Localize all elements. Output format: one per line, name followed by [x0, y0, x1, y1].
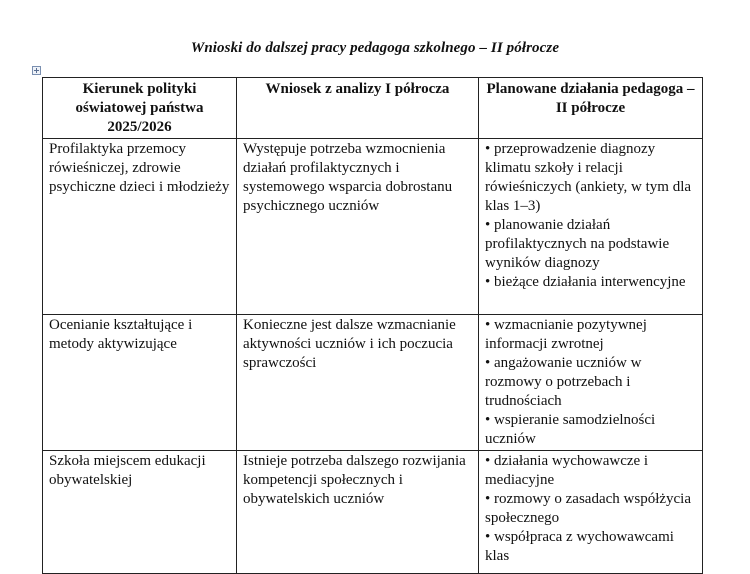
table-header-row — [43, 78, 703, 139]
cell-policy-direction: Profilaktyka przemocy rówieśniczej, zdrowie psychiczne dzieci i młodzieży — [43, 139, 237, 315]
header-policy-direction: Kierunek polityki oświatowej państwa 2025/2026 — [43, 78, 237, 139]
action-item: • angażowanie uczniów w rozmowy o potrzebach i trudnościach — [485, 355, 642, 409]
action-item: • rozmowy o zasadach współżycia społecznego — [485, 491, 692, 526]
action-item: • przeprowadzenie diagnozy klimatu szkoły i relacji rówieśniczych (ankiety, w tym dla klas 1–3) — [485, 141, 692, 214]
cell-conclusion: Konieczne jest dalsze wzmacnianie aktywności uczniów i ich poczucia sprawczości — [237, 315, 479, 451]
document-title: Wnioski do dalszej pracy pedagoga szkolnego – II półrocze — [190, 40, 560, 56]
table-row — [43, 315, 703, 451]
table-row — [43, 139, 703, 315]
action-item: • działania wychowawcze i mediacyjne — [485, 453, 649, 488]
header-planned-actions: Planowane działania pedagoga – II półrocze — [479, 78, 703, 139]
cell-policy-direction: Ocenianie kształtujące i metody aktywizujące — [43, 315, 237, 451]
table-row — [43, 451, 703, 574]
action-item: • bieżące działania interwencyjne — [485, 274, 686, 290]
cell-planned-actions — [479, 139, 703, 315]
cell-planned-actions — [479, 451, 703, 574]
cell-planned-actions — [479, 315, 703, 451]
plan-table — [42, 77, 703, 574]
action-item: • wzmacnianie pozytywnej informacji zwrotnej — [485, 317, 647, 352]
table-move-handle-icon[interactable] — [32, 66, 41, 75]
cell-policy-direction: Szkoła miejscem edukacji obywatelskiej — [43, 451, 237, 574]
cell-conclusion: Występuje potrzeba wzmocnienia działań profilaktycznych i systemowego wsparcia dobrostanu psychicznego uczniów — [237, 139, 479, 315]
header-conclusion: Wniosek z analizy I półrocza — [237, 78, 479, 139]
cell-conclusion: Istnieje potrzeba dalszego rozwijania kompetencji społecznych i obywatelskich uczniów — [237, 451, 479, 574]
action-item: • wspieranie samodzielności uczniów — [485, 412, 656, 447]
action-item: • współpraca z wychowawcami klas — [485, 529, 674, 564]
action-item: • planowanie działań profilaktycznych na podstawie wyników diagnozy — [485, 217, 670, 271]
